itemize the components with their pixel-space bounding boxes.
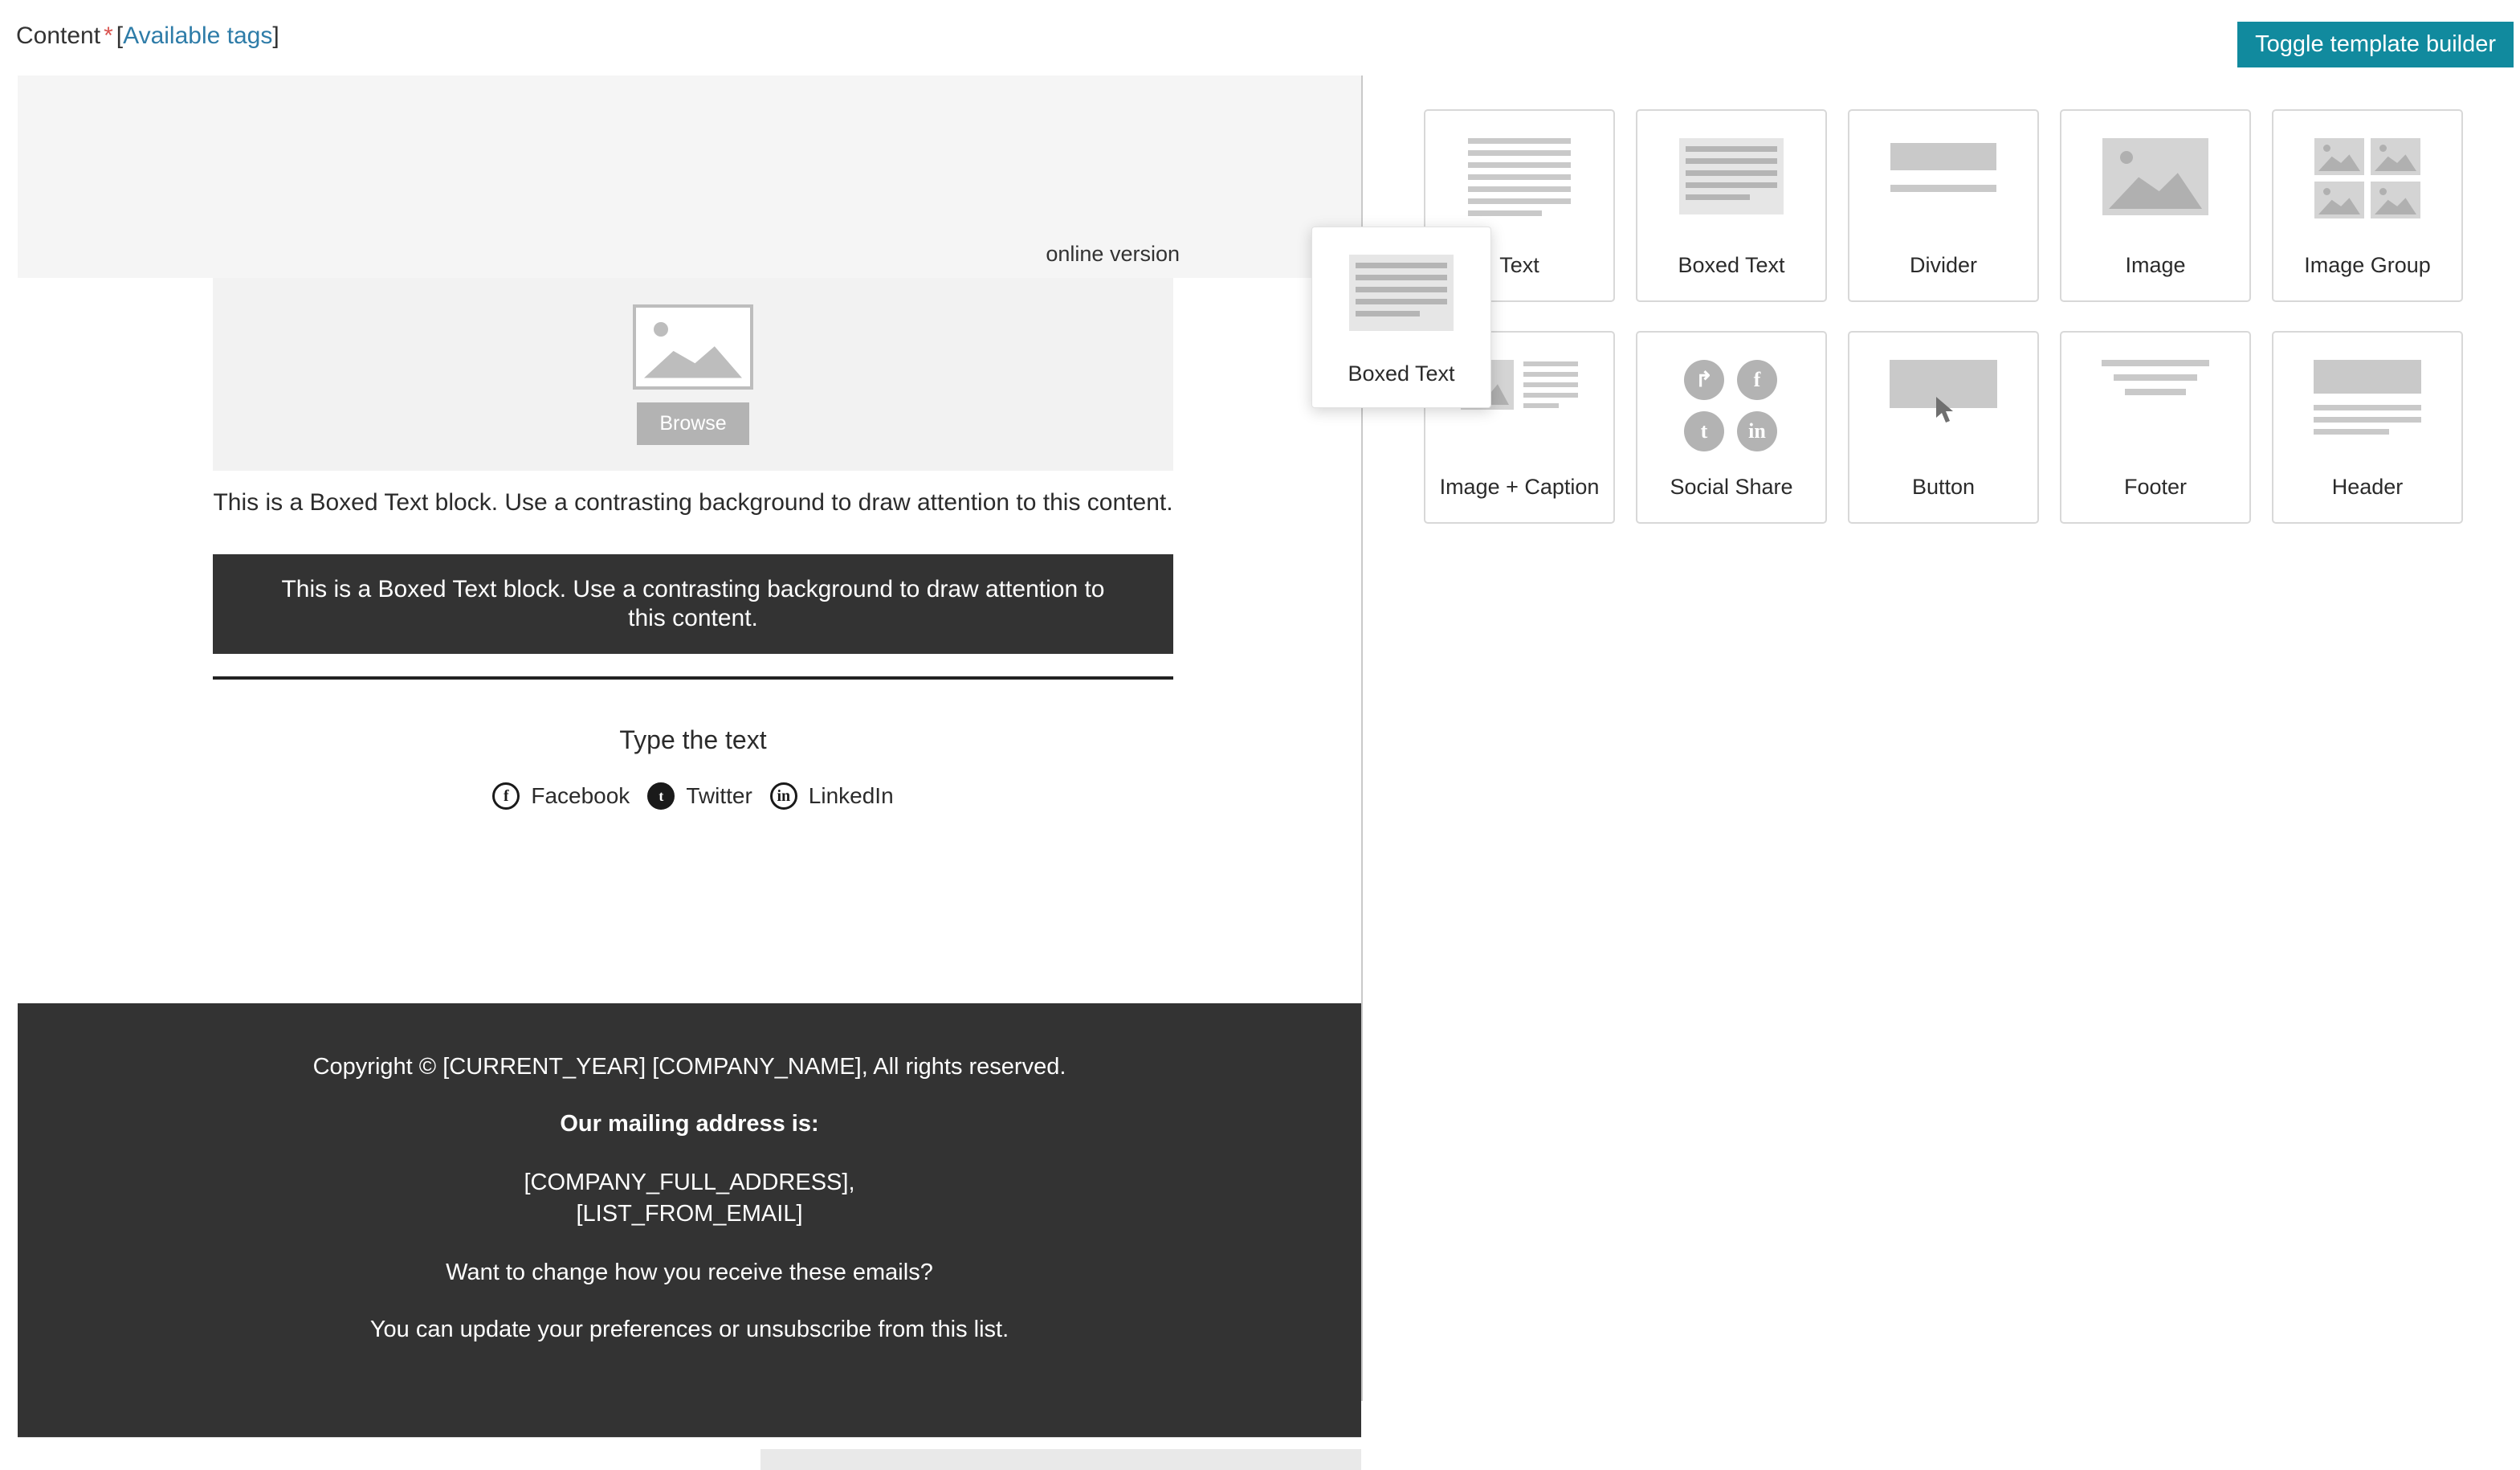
plain-text-block[interactable]: This is a Boxed Text block. Use a contrasting background to draw attention to this content. [213,489,1173,516]
template-builder-palette [1365,76,2520,1401]
palette-block-header[interactable] [2272,331,2463,524]
social-item[interactable] [492,782,630,810]
palette-block-label: Image Group [2304,253,2431,277]
image-upload-block[interactable] [213,278,1173,471]
button-block-icon [1890,360,1997,408]
palette-block-label: Button [1911,475,1976,499]
text-block-icon [1468,138,1571,223]
canvas-bottom-strip [18,1437,1361,1469]
footer-copyright: Copyright © [CURRENT_YEAR] [COMPANY_NAME], All rights reserved. [312,1054,1066,1080]
boxed-text-block-icon [1349,255,1454,331]
palette-block-button[interactable] [1848,331,2039,524]
twitter-icon: t [1684,411,1724,451]
required-marker: * [104,22,113,49]
drag-ghost-boxed-text[interactable] [1311,227,1491,408]
image-placeholder-icon [633,304,753,390]
content-label-text: Content [16,22,101,49]
palette-block-label: Text [1499,253,1539,277]
palette-block-image-group[interactable] [2272,109,2463,302]
footer-address-line1: [COMPANY_FULL_ADDRESS], [524,1169,855,1195]
palette-block-label: Image [2125,253,2186,277]
boxed-text-block-icon [1679,138,1784,214]
footer-preferences-question: Want to change how you receive these emails? [446,1259,933,1285]
image-block-icon [2102,138,2208,215]
bottom-strip-block [760,1449,1361,1470]
palette-block-label: Footer [2123,475,2188,499]
social-share-block-icon [1684,360,1779,451]
image-group-block-icon [2314,138,2420,218]
online-version-link[interactable]: online version [1046,242,1180,266]
email-body-region [18,278,1361,1002]
email-footer-block[interactable] [18,1003,1361,1437]
palette-block-label: Divider [1909,253,1978,277]
divider-block[interactable] [213,676,1173,680]
footer-mailing-heading-text: Our mailing address is: [560,1110,819,1137]
social-item[interactable] [647,782,752,810]
palette-grid [1413,109,2473,553]
palette-block-label: Header [2331,475,2404,499]
available-tags-link[interactable]: Available tags [123,22,273,49]
footer-mailing-heading [18,1110,1361,1138]
facebook-icon: f [1737,360,1777,400]
palette-block-footer[interactable] [2060,331,2251,524]
palette-block-label: Social Share [1670,475,1793,499]
palette-block-image[interactable] [2060,109,2251,302]
divider-block-icon [1890,138,1996,192]
linkedin-icon: in [1737,411,1777,451]
social-item[interactable] [770,782,894,810]
palette-block-social-share[interactable] [1636,331,1827,524]
content-field-label [16,22,279,50]
footer-address [18,1167,1361,1230]
palette-block-boxed-text[interactable] [1636,109,1827,302]
social-share-block[interactable] [213,782,1173,810]
social-label: LinkedIn [808,783,894,808]
bracket-open: [ [116,22,124,49]
palette-block-label: Image + Caption [1439,475,1600,499]
social-label: Facebook [531,783,630,808]
share-icon: ↱ [1684,360,1724,400]
footer-preferences-line[interactable]: You can update your preferences or unsubscribe from this list. [369,1316,1009,1342]
drag-ghost-label: Boxed Text [1348,361,1455,386]
social-label: Twitter [686,783,752,808]
browse-button[interactable]: Browse [637,402,748,445]
toggle-template-builder-button[interactable]: Toggle template builder [2237,22,2514,67]
type-the-text-block[interactable]: Type the text [619,725,767,754]
boxed-text-block[interactable]: This is a Boxed Text block. Use a contrasting background to draw attention to this content. [213,554,1173,654]
email-preview-canvas[interactable] [18,76,1363,1401]
facebook-icon[interactable]: f [492,782,520,810]
preview-header-band [18,76,1361,278]
palette-block-label: Boxed Text [1678,253,1785,277]
header-block-icon [2314,360,2421,441]
linkedin-icon[interactable]: in [770,782,797,810]
top-bar [0,0,2520,77]
bracket-close: ] [272,22,279,49]
footer-address-line2: [LIST_FROM_EMAIL] [576,1200,803,1227]
palette-block-divider[interactable] [1848,109,2039,302]
twitter-icon[interactable]: t [647,782,675,810]
footer-block-icon [2102,360,2209,403]
